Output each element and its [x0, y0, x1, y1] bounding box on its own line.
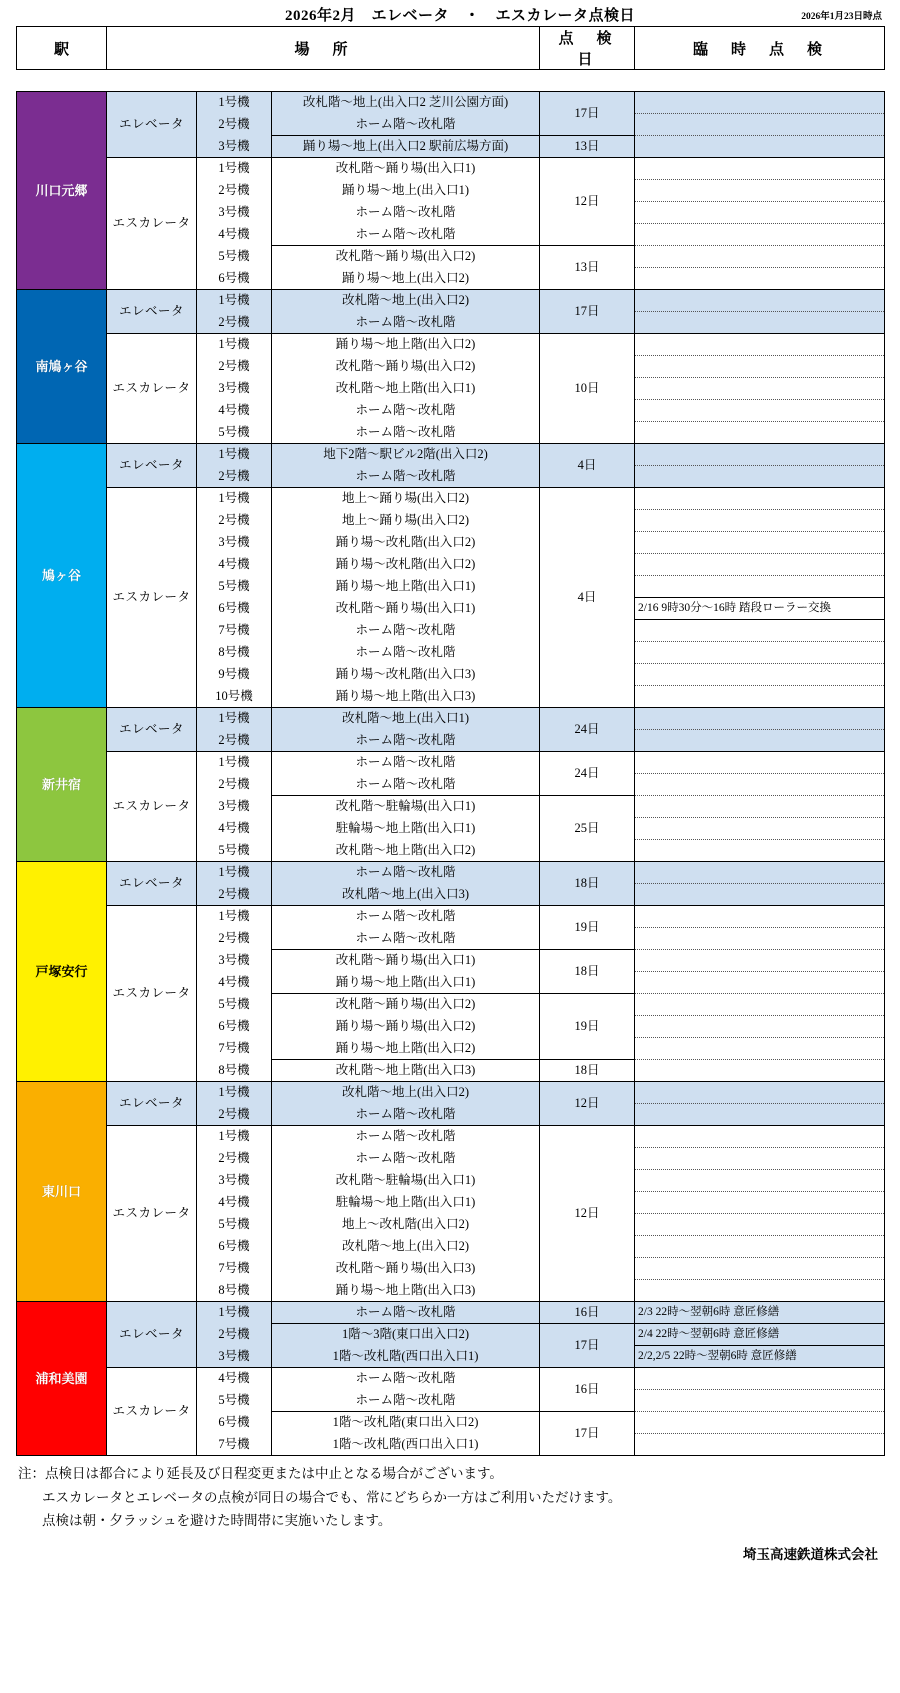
unit-number-cell: 8号機	[197, 1060, 272, 1082]
unit-number-cell: 5号機	[197, 1214, 272, 1236]
temporary-inspection-cell	[635, 290, 885, 312]
location-cell: ホーム階～改札階	[272, 620, 540, 642]
location-cell: 踊り場～地上階(出入口1)	[272, 972, 540, 994]
station-name-cell: 戸塚安行	[17, 862, 107, 1082]
location-cell: ホーム階～改札階	[272, 466, 540, 488]
table-row	[17, 1368, 885, 1390]
note-line-3: 点検は朝・夕ラッシュを避けた時間帯に実施いたします。	[42, 1513, 392, 1529]
station-name-cell: 浦和美園	[17, 1302, 107, 1456]
unit-number-cell: 1号機	[197, 158, 272, 180]
equipment-kind-cell: エレベータ	[107, 290, 197, 334]
table-row	[17, 752, 885, 774]
temporary-inspection-cell	[635, 268, 885, 290]
unit-number-cell: 2号機	[197, 466, 272, 488]
schedule-table-wrapper	[16, 26, 884, 1456]
location-cell: 改札階～踊り場(出入口2)	[272, 994, 540, 1016]
location-cell: 改札階～踊り場(出入口1)	[272, 950, 540, 972]
unit-number-cell: 9号機	[197, 664, 272, 686]
location-cell: ホーム階～改札階	[272, 1104, 540, 1126]
station-name-cell: 川口元郷	[17, 92, 107, 290]
inspection-date-cell: 24日	[540, 752, 635, 796]
temporary-inspection-cell	[635, 510, 885, 532]
temporary-inspection-cell	[635, 884, 885, 906]
location-cell: 1階～3階(東口出入口2)	[272, 1324, 540, 1346]
temporary-inspection-cell	[635, 136, 885, 158]
location-cell: 改札階～踊り場(出入口3)	[272, 1258, 540, 1280]
unit-number-cell: 1号機	[197, 708, 272, 730]
temporary-inspection-cell	[635, 1412, 885, 1434]
temporary-inspection-cell	[635, 1170, 885, 1192]
location-cell: 踊り場～地上階(出入口3)	[272, 686, 540, 708]
unit-number-cell: 1号機	[197, 906, 272, 928]
temporary-inspection-cell	[635, 1104, 885, 1126]
location-cell: 踊り場～地上階(出入口2)	[272, 1038, 540, 1060]
inspection-date-cell: 4日	[540, 488, 635, 708]
unit-number-cell: 4号機	[197, 972, 272, 994]
temporary-inspection-cell	[635, 1016, 885, 1038]
location-cell: 踊り場～地上(出入口2)	[272, 268, 540, 290]
temporary-inspection-cell: 2/4 22時～翌朝6時 意匠修繕	[635, 1324, 885, 1346]
unit-number-cell: 6号機	[197, 1016, 272, 1038]
equipment-kind-cell: エレベータ	[107, 1082, 197, 1126]
unit-number-cell: 6号機	[197, 268, 272, 290]
location-cell: 1階～改札階(西口出入口1)	[272, 1346, 540, 1368]
inspection-date-cell: 24日	[540, 708, 635, 752]
location-cell: 改札階～地上階(出入口2)	[272, 840, 540, 862]
unit-number-cell: 7号機	[197, 1258, 272, 1280]
temporary-inspection-cell	[635, 1368, 885, 1390]
equipment-kind-cell: エスカレータ	[107, 906, 197, 1082]
inspection-date-cell: 12日	[540, 1126, 635, 1302]
unit-number-cell: 5号機	[197, 576, 272, 598]
unit-number-cell: 7号機	[197, 620, 272, 642]
equipment-kind-cell: エスカレータ	[107, 488, 197, 708]
col-header-date: 点 検 日	[540, 27, 635, 70]
temporary-inspection-cell	[635, 400, 885, 422]
inspection-date-cell: 16日	[540, 1368, 635, 1412]
unit-number-cell: 1号機	[197, 1302, 272, 1324]
inspection-date-cell: 12日	[540, 158, 635, 246]
location-cell: 地下2階～駅ビル2階(出入口2)	[272, 444, 540, 466]
equipment-kind-cell: エスカレータ	[107, 752, 197, 862]
location-cell: 改札階～地上(出入口2)	[272, 1082, 540, 1104]
temporary-inspection-cell	[635, 708, 885, 730]
unit-number-cell: 5号機	[197, 1390, 272, 1412]
temporary-inspection-cell	[635, 532, 885, 554]
unit-number-cell: 7号機	[197, 1434, 272, 1456]
unit-number-cell: 7号機	[197, 1038, 272, 1060]
inspection-date-cell: 4日	[540, 444, 635, 488]
equipment-kind-cell: エスカレータ	[107, 1126, 197, 1302]
inspection-date-cell: 17日	[540, 92, 635, 136]
temporary-inspection-cell	[635, 862, 885, 884]
unit-number-cell: 3号機	[197, 532, 272, 554]
temporary-inspection-cell	[635, 356, 885, 378]
inspection-date-cell: 13日	[540, 246, 635, 290]
unit-number-cell: 2号機	[197, 1104, 272, 1126]
temporary-inspection-cell	[635, 422, 885, 444]
unit-number-cell: 3号機	[197, 950, 272, 972]
inspection-date-cell: 18日	[540, 1060, 635, 1082]
station-name-cell: 南鳩ヶ谷	[17, 290, 107, 444]
temporary-inspection-cell	[635, 334, 885, 356]
unit-number-cell: 2号機	[197, 114, 272, 136]
table-row	[17, 92, 885, 114]
note-line-2: エスカレータとエレベータの点検が同日の場合でも、常にどちらか一方はご利用いただけます。	[42, 1489, 622, 1505]
unit-number-cell: 4号機	[197, 818, 272, 840]
location-cell: 改札階～踊り場(出入口1)	[272, 158, 540, 180]
inspection-date-cell: 18日	[540, 862, 635, 906]
unit-number-cell: 5号機	[197, 422, 272, 444]
unit-number-cell: 5号機	[197, 246, 272, 268]
temporary-inspection-cell	[635, 1126, 885, 1148]
inspection-date-cell: 25日	[540, 796, 635, 862]
unit-number-cell: 8号機	[197, 1280, 272, 1302]
table-row	[17, 488, 885, 510]
temporary-inspection-cell	[635, 1214, 885, 1236]
location-cell: ホーム階～改札階	[272, 1390, 540, 1412]
table-row	[17, 1302, 885, 1324]
temporary-inspection-cell	[635, 114, 885, 136]
temporary-inspection-cell	[635, 686, 885, 708]
table-row	[17, 862, 885, 884]
location-cell: ホーム階～改札階	[272, 730, 540, 752]
table-row	[17, 290, 885, 312]
temporary-inspection-cell	[635, 950, 885, 972]
location-cell: 踊り場～踊り場(出入口2)	[272, 1016, 540, 1038]
note-line-1: 注：点検日は都合により延長及び日程変更または中止となる場合がございます。	[18, 1466, 503, 1481]
inspection-date-cell: 17日	[540, 290, 635, 334]
location-cell: ホーム階～改札階	[272, 202, 540, 224]
unit-number-cell: 1号機	[197, 1082, 272, 1104]
location-cell: 踊り場～地上(出入口1)	[272, 180, 540, 202]
col-header-place: 場 所	[107, 27, 540, 70]
station-name-cell: 鳩ヶ谷	[17, 444, 107, 708]
temporary-inspection-cell	[635, 1060, 885, 1082]
header-gap	[17, 70, 885, 92]
unit-number-cell: 4号機	[197, 400, 272, 422]
location-cell: 地上～踊り場(出入口2)	[272, 510, 540, 532]
table-row	[17, 906, 885, 928]
location-cell: ホーム階～改札階	[272, 1302, 540, 1324]
temporary-inspection-cell	[635, 840, 885, 862]
title-row	[0, 0, 900, 26]
temporary-inspection-cell	[635, 1192, 885, 1214]
unit-number-cell: 6号機	[197, 598, 272, 620]
temporary-inspection-cell	[635, 92, 885, 114]
unit-number-cell: 1号機	[197, 290, 272, 312]
temporary-inspection-cell	[635, 378, 885, 400]
unit-number-cell: 4号機	[197, 554, 272, 576]
temporary-inspection-cell	[635, 1236, 885, 1258]
temporary-inspection-cell	[635, 620, 885, 642]
location-cell: ホーム階～改札階	[272, 114, 540, 136]
temporary-inspection-cell	[635, 1390, 885, 1412]
col-header-temporary: 臨 時 点 検	[635, 27, 885, 70]
temporary-inspection-cell	[635, 466, 885, 488]
equipment-kind-cell: エスカレータ	[107, 158, 197, 290]
inspection-date-cell: 17日	[540, 1324, 635, 1368]
unit-number-cell: 4号機	[197, 224, 272, 246]
equipment-kind-cell: エレベータ	[107, 1302, 197, 1368]
equipment-kind-cell: エレベータ	[107, 92, 197, 158]
temporary-inspection-cell	[635, 576, 885, 598]
equipment-kind-cell: エレベータ	[107, 444, 197, 488]
location-cell: 改札階～地上(出入口2)	[272, 1236, 540, 1258]
temporary-inspection-cell	[635, 774, 885, 796]
inspection-date-cell: 18日	[540, 950, 635, 994]
inspection-schedule-table	[16, 26, 885, 1456]
temporary-inspection-cell	[635, 730, 885, 752]
equipment-kind-cell: エレベータ	[107, 708, 197, 752]
location-cell: 地上～改札階(出入口2)	[272, 1214, 540, 1236]
table-row	[17, 334, 885, 356]
inspection-date-cell: 17日	[540, 1412, 635, 1456]
temporary-inspection-cell	[635, 1280, 885, 1302]
temporary-inspection-cell	[635, 246, 885, 268]
col-header-station: 駅	[17, 27, 107, 70]
unit-number-cell: 4号機	[197, 1368, 272, 1390]
temporary-inspection-cell: 2/16 9時30分～16時 踏段ローラー交換	[635, 598, 885, 620]
temporary-inspection-cell	[635, 224, 885, 246]
station-name-cell: 新井宿	[17, 708, 107, 862]
location-cell: ホーム階～改札階	[272, 224, 540, 246]
temporary-inspection-cell	[635, 554, 885, 576]
table-row	[17, 708, 885, 730]
location-cell: 改札階～地上(出入口2)	[272, 290, 540, 312]
unit-number-cell: 2号機	[197, 884, 272, 906]
temporary-inspection-cell	[635, 994, 885, 1016]
inspection-date-cell: 19日	[540, 906, 635, 950]
temporary-inspection-cell	[635, 180, 885, 202]
unit-number-cell: 2号機	[197, 1148, 272, 1170]
page-title: 2026年2月 エレベータ ・ エスカレータ点検日	[284, 8, 635, 24]
table-row	[17, 1082, 885, 1104]
temporary-inspection-cell	[635, 642, 885, 664]
table-body	[17, 70, 885, 1456]
inspection-date-cell: 13日	[540, 136, 635, 158]
temporary-inspection-cell	[635, 202, 885, 224]
unit-number-cell: 1号機	[197, 334, 272, 356]
inspection-date-cell: 16日	[540, 1302, 635, 1324]
temporary-inspection-cell	[635, 1082, 885, 1104]
location-cell: ホーム階～改札階	[272, 774, 540, 796]
inspection-date-cell: 12日	[540, 1082, 635, 1126]
temporary-inspection-cell: 2/3 22時～翌朝6時 意匠修繕	[635, 1302, 885, 1324]
as-of-date: 2026年1月23日時点	[801, 12, 882, 22]
table-row	[17, 158, 885, 180]
unit-number-cell: 6号機	[197, 1412, 272, 1434]
inspection-date-cell: 19日	[540, 994, 635, 1060]
table-row	[17, 444, 885, 466]
location-cell: 踊り場～改札階(出入口2)	[272, 532, 540, 554]
location-cell: ホーム階～改札階	[272, 312, 540, 334]
unit-number-cell: 2号機	[197, 312, 272, 334]
temporary-inspection-cell	[635, 664, 885, 686]
location-cell: 改札階～地上階(出入口1)	[272, 378, 540, 400]
location-cell: ホーム階～改札階	[272, 642, 540, 664]
temporary-inspection-cell	[635, 972, 885, 994]
location-cell: ホーム階～改札階	[272, 1148, 540, 1170]
table-row	[17, 1126, 885, 1148]
unit-number-cell: 2号機	[197, 928, 272, 950]
location-cell: 踊り場～改札階(出入口2)	[272, 554, 540, 576]
unit-number-cell: 10号機	[197, 686, 272, 708]
unit-number-cell: 5号機	[197, 840, 272, 862]
unit-number-cell: 1号機	[197, 92, 272, 114]
location-cell: ホーム階～改札階	[272, 422, 540, 444]
unit-number-cell: 8号機	[197, 642, 272, 664]
location-cell: 踊り場～地上階(出入口1)	[272, 576, 540, 598]
temporary-inspection-cell	[635, 818, 885, 840]
location-cell: 駐輪場～地上階(出入口1)	[272, 1192, 540, 1214]
location-cell: 改札階～駐輪場(出入口1)	[272, 1170, 540, 1192]
temporary-inspection-cell	[635, 444, 885, 466]
location-cell: 改札階～駐輪場(出入口1)	[272, 796, 540, 818]
temporary-inspection-cell	[635, 488, 885, 510]
location-cell: 踊り場～地上階(出入口3)	[272, 1280, 540, 1302]
table-header	[17, 27, 885, 70]
location-cell: 改札階～踊り場(出入口2)	[272, 356, 540, 378]
location-cell: ホーム階～改札階	[272, 400, 540, 422]
temporary-inspection-cell	[635, 1434, 885, 1456]
temporary-inspection-cell	[635, 158, 885, 180]
temporary-inspection-cell	[635, 1258, 885, 1280]
unit-number-cell: 2号機	[197, 510, 272, 532]
location-cell: 改札階～踊り場(出入口1)	[272, 598, 540, 620]
unit-number-cell: 3号機	[197, 796, 272, 818]
equipment-kind-cell: エスカレータ	[107, 1368, 197, 1456]
location-cell: 踊り場～地上(出入口2 駅前広場方面)	[272, 136, 540, 158]
location-cell: 改札階～地上(出入口3)	[272, 884, 540, 906]
location-cell: 1階～改札階(東口出入口2)	[272, 1412, 540, 1434]
location-cell: 改札階～踊り場(出入口2)	[272, 246, 540, 268]
location-cell: ホーム階～改札階	[272, 752, 540, 774]
location-cell: ホーム階～改札階	[272, 862, 540, 884]
equipment-kind-cell: エスカレータ	[107, 334, 197, 444]
unit-number-cell: 5号機	[197, 994, 272, 1016]
unit-number-cell: 3号機	[197, 378, 272, 400]
unit-number-cell: 6号機	[197, 1236, 272, 1258]
location-cell: 踊り場～改札階(出入口3)	[272, 664, 540, 686]
unit-number-cell: 3号機	[197, 1170, 272, 1192]
location-cell: 改札階～地上(出入口2 芝川公園方面)	[272, 92, 540, 114]
unit-number-cell: 1号機	[197, 488, 272, 510]
location-cell: ホーム階～改札階	[272, 1368, 540, 1390]
location-cell: 駐輪場～地上階(出入口1)	[272, 818, 540, 840]
unit-number-cell: 3号機	[197, 1346, 272, 1368]
unit-number-cell: 1号機	[197, 752, 272, 774]
unit-number-cell: 1号機	[197, 862, 272, 884]
temporary-inspection-cell	[635, 1038, 885, 1060]
unit-number-cell: 2号機	[197, 730, 272, 752]
location-cell: 1階～改札階(西口出入口1)	[272, 1434, 540, 1456]
temporary-inspection-cell	[635, 928, 885, 950]
unit-number-cell: 1号機	[197, 1126, 272, 1148]
equipment-kind-cell: エレベータ	[107, 862, 197, 906]
unit-number-cell: 2号機	[197, 356, 272, 378]
temporary-inspection-cell: 2/2,2/5 22時～翌朝6時 意匠修繕	[635, 1346, 885, 1368]
location-cell: 地上～踊り場(出入口2)	[272, 488, 540, 510]
unit-number-cell: 4号機	[197, 1192, 272, 1214]
unit-number-cell: 2号機	[197, 774, 272, 796]
company-name: 埼玉高速鉄道株式会社	[743, 1546, 878, 1562]
temporary-inspection-cell	[635, 796, 885, 818]
location-cell: 改札階～地上(出入口1)	[272, 708, 540, 730]
location-cell: ホーム階～改札階	[272, 906, 540, 928]
temporary-inspection-cell	[635, 312, 885, 334]
location-cell: 改札階～地上階(出入口3)	[272, 1060, 540, 1082]
temporary-inspection-cell	[635, 1148, 885, 1170]
unit-number-cell: 3号機	[197, 202, 272, 224]
unit-number-cell: 2号機	[197, 180, 272, 202]
location-cell: 踊り場～地上階(出入口2)	[272, 334, 540, 356]
unit-number-cell: 1号機	[197, 444, 272, 466]
footer-notes	[16, 1462, 884, 1533]
temporary-inspection-cell	[635, 906, 885, 928]
location-cell: ホーム階～改札階	[272, 928, 540, 950]
unit-number-cell: 3号機	[197, 136, 272, 158]
temporary-inspection-cell	[635, 752, 885, 774]
inspection-date-cell: 10日	[540, 334, 635, 444]
station-name-cell: 東川口	[17, 1082, 107, 1302]
unit-number-cell: 2号機	[197, 1324, 272, 1346]
location-cell: ホーム階～改札階	[272, 1126, 540, 1148]
